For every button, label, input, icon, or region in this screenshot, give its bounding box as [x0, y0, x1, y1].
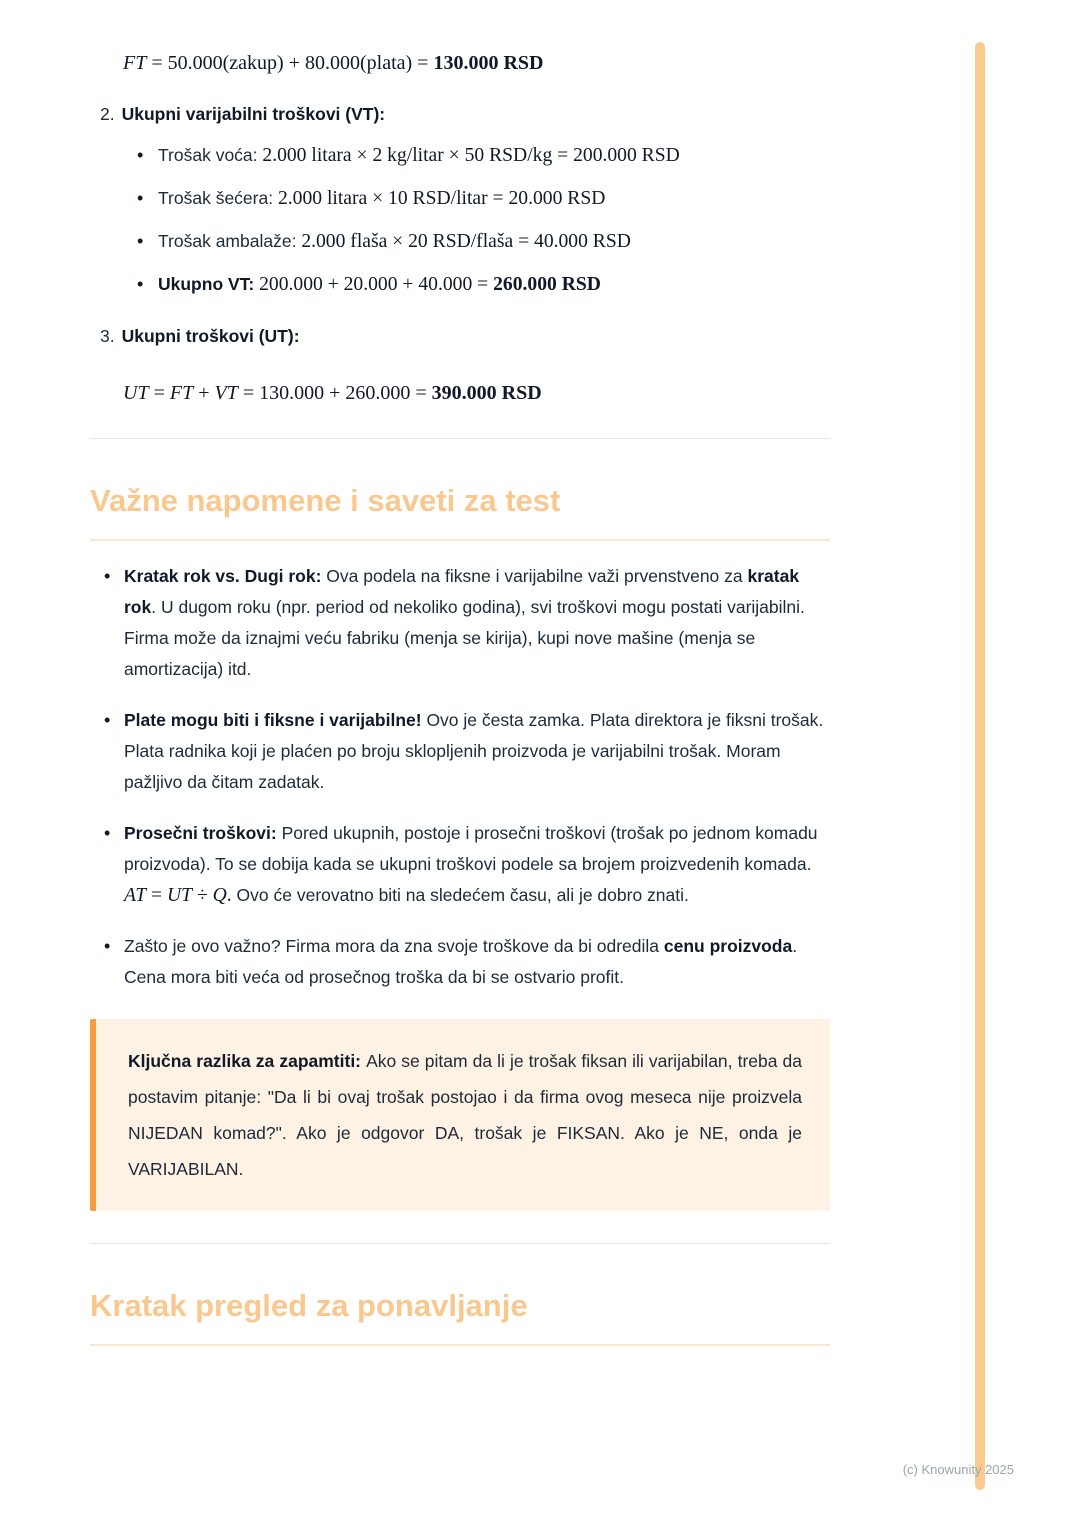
- ft-formula: FT = 50.000(zakup) + 80.000(plata) = 130.000 RSD: [123, 52, 544, 74]
- numbered-item-2: [100, 102, 830, 126]
- ut-formula: UT = FT + VT = 130.000 + 260.000 = 390.000 RSD: [123, 382, 542, 404]
- item-number: 3.: [100, 326, 115, 346]
- section-divider: [90, 1243, 830, 1244]
- item-title: Ukupni varijabilni troškovi (VT):: [121, 104, 386, 124]
- callout-text: Ključna razlika za zapamtiti: Ako se pitam da li je trošak fiksan ili varijabilan, treba da postavim pitanje: "Da li bi ovaj trošak postojao i da firma ovog meseca nije proizvela NIJEDAN komad?". Ako je odgovor DA, trošak je FIKSAN. Ako je NE, onda je VARIJABILAN.: [128, 1051, 802, 1179]
- key-difference-callout: [90, 1019, 830, 1211]
- review-section-heading: Kratak pregled za ponavljanje: [90, 1286, 830, 1346]
- item-number: 2.: [100, 104, 115, 124]
- copyright-footer: (c) Knowunity 2025: [902, 1462, 1014, 1477]
- section-divider: [90, 438, 830, 439]
- list-item: • Trošak ambalaže: 2.000 flaša × 20 RSD/flaša = 40.000 RSD: [90, 230, 830, 253]
- note-item: • Plate mogu biti i fiksne i varijabilne! Ovo je česta zamka. Plata direktora je fiksni trošak. Plata radnika koji je plaćen po broju sklopljenih proizvoda je varijabilni trošak. Moram pažljivo da čitam zadatak.: [90, 705, 830, 798]
- note-item: • Zašto je ovo važno? Firma mora da zna svoje troškove da bi odredila cenu proizvoda. Cena mora biti veća od prosečnog troška da bi se ostvario profit.: [90, 931, 830, 993]
- notes-list: [90, 561, 830, 993]
- page-content: [90, 0, 830, 1346]
- list-item: • Trošak šećera: 2.000 litara × 10 RSD/litar = 20.000 RSD: [90, 187, 830, 210]
- notes-section-heading: Važne napomene i saveti za test: [90, 481, 830, 541]
- vt-cost-list: [90, 144, 830, 296]
- note-item: • Prosečni troškovi: Pored ukupnih, postoje i prosečni troškovi (trošak po jednom komadu proizvoda). To se dobija kada se ukupni troškovi podele sa brojem proizvedenih komada. AT = UT ÷ Q. Ovo će verovatno biti na sledećem času, ali je dobro znati.: [90, 818, 830, 911]
- numbered-item-3: [100, 324, 830, 348]
- list-item: • Trošak voća: 2.000 litara × 2 kg/litar × 50 RSD/kg = 200.000 RSD: [90, 144, 830, 167]
- accent-bar: [975, 42, 985, 1490]
- list-item: • Ukupno VT: 200.000 + 20.000 + 40.000 = 260.000 RSD: [90, 273, 830, 296]
- item-title: Ukupni troškovi (UT):: [121, 326, 300, 346]
- note-item: • Kratak rok vs. Dugi rok: Ova podela na fiksne i varijabilne važi prvenstveno za kratak rok. U dugom roku (npr. period od nekoliko godina), svi troškovi mogu postati varijabilni. Firma može da iznajmi veću fabriku (menja se kirija), kupi nove mašine (menja se amortizacija) itd.: [90, 561, 830, 685]
